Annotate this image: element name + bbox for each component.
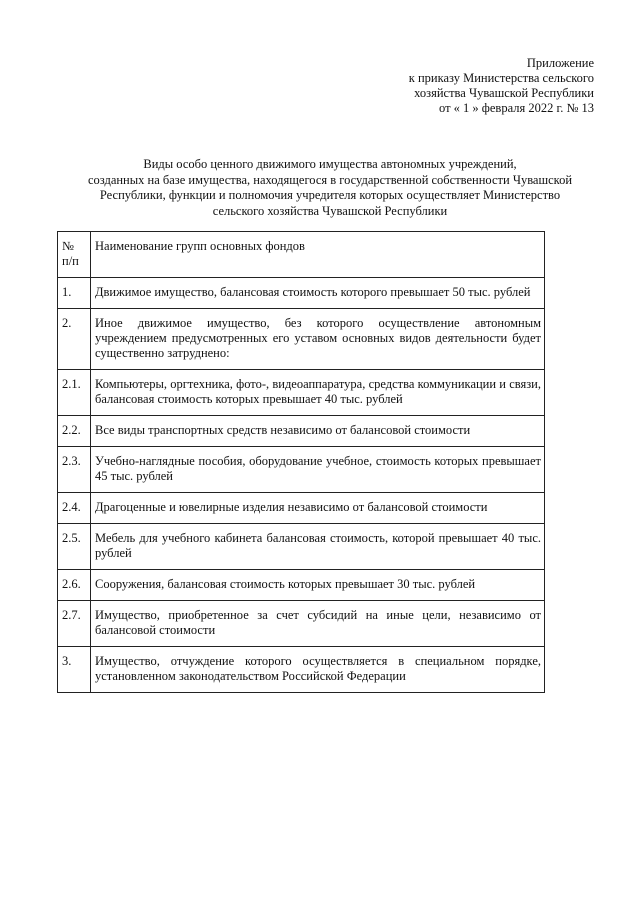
row-number-cell: 1. — [58, 278, 91, 309]
table-row — [58, 278, 545, 309]
table-row — [58, 309, 545, 370]
row-name-cell: Имущество, отчуждение которого осуществляется в специальном порядке, установленном законодательством Российской Федерации — [91, 647, 545, 693]
row-name-cell: Сооружения, балансовая стоимость которых превышает 30 тыс. рублей — [91, 570, 545, 601]
row-number-cell: 2.2. — [58, 416, 91, 447]
table-header-row — [58, 232, 545, 278]
row-name-cell: Иное движимое имущество, без которого осуществление автономным учреждением предусмотренных его уставом основных видов деятельности будет существенно затруднено: — [91, 309, 545, 370]
row-name-cell: Все виды транспортных средств независимо от балансовой стоимости — [91, 416, 545, 447]
table-row — [58, 447, 545, 493]
title-line: сельского хозяйства Чувашской Республики — [212, 203, 448, 218]
row-name-cell: Движимое имущество, балансовая стоимость которого превышает 50 тыс. рублей — [91, 278, 545, 309]
row-number-cell: 2.4. — [58, 493, 91, 524]
table-row — [58, 647, 545, 693]
table-body — [58, 232, 545, 693]
row-name-cell: Мебель для учебного кабинета балансовая стоимость, которой превышает 40 тыс. рублей — [91, 524, 545, 570]
row-number-cell: 2.3. — [58, 447, 91, 493]
row-name-cell: Учебно-наглядные пособия, оборудование учебное, стоимость которых превышает 45 тыс. рублей — [91, 447, 545, 493]
row-name-cell: Драгоценные и ювелирные изделия независимо от балансовой стоимости — [91, 493, 545, 524]
row-number-cell: 3. — [58, 647, 91, 693]
document-title — [70, 157, 590, 219]
title-line: Республики, функции и полномочия учредителя которых осуществляет Министерство — [99, 188, 561, 202]
row-number-cell: 2.7. — [58, 601, 91, 647]
table-row — [58, 416, 545, 447]
row-name-cell: Имущество, приобретенное за счет субсидий на иные цели, независимо от балансовой стоимости — [91, 601, 545, 647]
appendix-line: к приказу Министерства сельского — [408, 71, 594, 85]
table-row — [58, 370, 545, 416]
row-number-cell: 2. — [58, 309, 91, 370]
asset-groups-table — [57, 231, 545, 693]
row-number-cell: 2.1. — [58, 370, 91, 416]
table-row — [58, 601, 545, 647]
row-number-cell: 2.5. — [58, 524, 91, 570]
row-name-cell: Компьютеры, оргтехника, фото-, видеоаппаратура, средства коммуникации и связи, балансовая стоимость которых превышает 40 тыс. рублей — [91, 370, 545, 416]
title-line: Виды особо ценного движимого имущества автономных учреждений, — [143, 157, 517, 171]
table-row — [58, 493, 545, 524]
header-num-cell: № п/п — [58, 232, 91, 278]
appendix-block — [409, 56, 594, 116]
title-line: созданных на базе имущества, находящегося в государственной собственности Чувашской — [87, 172, 573, 187]
row-number-cell: 2.6. — [58, 570, 91, 601]
appendix-line: хозяйства Чувашской Республики — [414, 86, 594, 100]
appendix-line: от « 1 » февраля 2022 г. № 13 — [438, 101, 594, 115]
table-row — [58, 524, 545, 570]
appendix-line: Приложение — [526, 56, 594, 70]
header-name-cell: Наименование групп основных фондов — [91, 232, 545, 278]
table-row — [58, 570, 545, 601]
